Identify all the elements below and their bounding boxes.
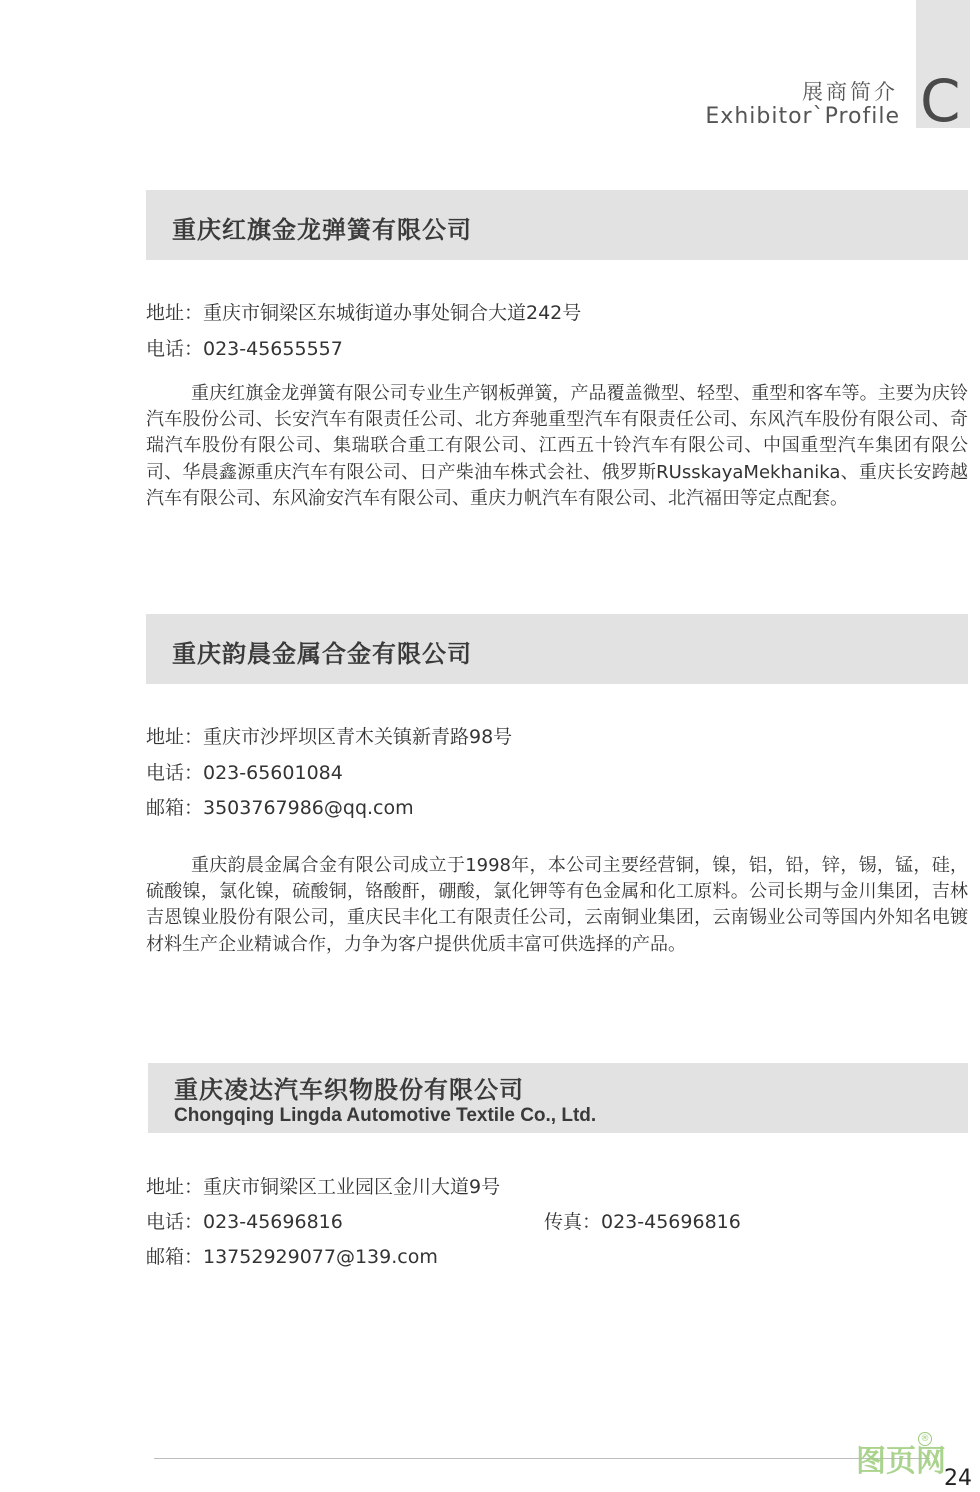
company-3-phone: 电话：023-45696816 <box>146 1211 343 1233</box>
company-2-email: 邮箱：3503767986@qq.com <box>146 797 414 819</box>
company-1-description: 重庆红旗金龙弹簧有限公司专业生产钢板弹簧，产品覆盖微型、轻型、重型和客车等。主要为庆铃汽车股份公司、长安汽车有限责任公司、北方奔驰重型汽车有限责任公司、东风汽车股份有限公司、奇瑞汽车股份有限公司、集瑞联合重工有限公司、江西五十铃汽车有限公司、中国重型汽车集团有限公司、华晨鑫源重庆汽车有限公司、日产柴油车株式会社、俄罗斯RUsskayaMekhanika、重庆长安跨越汽车有限公司、东风渝安汽车有限公司、重庆力帆汽车有限公司、北汽福田等定点配套。 <box>146 383 968 509</box>
company-1-phone: 电话：023-45655557 <box>146 338 343 360</box>
footer-rule <box>154 1458 930 1459</box>
company-2-description: 重庆韵晨金属合金有限公司成立于1998年，本公司主要经营铜，镍，铝，铅，锌，锡，锰，硅，硫酸镍，氯化镍，硫酸铜，铬酸酐，硼酸，氯化钾等有色金属和化工原料。公司长期与金川集团，吉林吉恩镍业股份有限公司，重庆民丰化工有限责任公司，云南铜业集团，云南锡业公司等国内外知名电镀材料生产企业精诚合作，力争为客户提供优质丰富可供选择的产品。 <box>146 855 968 955</box>
registered-mark: ® <box>918 1432 932 1446</box>
company-2-title-band <box>146 614 968 684</box>
company-2-name: 重庆韵晨金属合金有限公司 <box>172 640 472 668</box>
page-number: 24 <box>944 1466 972 1491</box>
company-3-name-en: Chongqing Lingda Automotive Textile Co., Ltd. <box>174 1105 597 1126</box>
company-3-name: 重庆凌达汽车织物股份有限公司 <box>174 1076 524 1104</box>
company-1-title-band <box>146 190 968 260</box>
company-1-address: 地址：重庆市铜梁区东城街道办事处铜合大道242号 <box>146 302 582 324</box>
company-3-email: 邮箱：13752929077@139.com <box>146 1246 438 1268</box>
company-3-fax: 传真：023-45696816 <box>544 1211 741 1233</box>
company-2-phone: 电话：023-65601084 <box>146 762 343 784</box>
header-title-cn: 展商简介 <box>802 80 898 104</box>
header-title-en: Exhibitor`Profile <box>705 104 900 129</box>
company-3-address: 地址：重庆市铜梁区工业园区金川大道9号 <box>146 1176 501 1198</box>
watermark-logo: 图页网 <box>856 1444 946 1479</box>
section-letter: C <box>920 67 961 135</box>
company-2-address: 地址：重庆市沙坪坝区青木关镇新青路98号 <box>146 726 513 748</box>
company-3-title-band <box>148 1063 968 1133</box>
company-1-name: 重庆红旗金龙弹簧有限公司 <box>172 216 472 244</box>
